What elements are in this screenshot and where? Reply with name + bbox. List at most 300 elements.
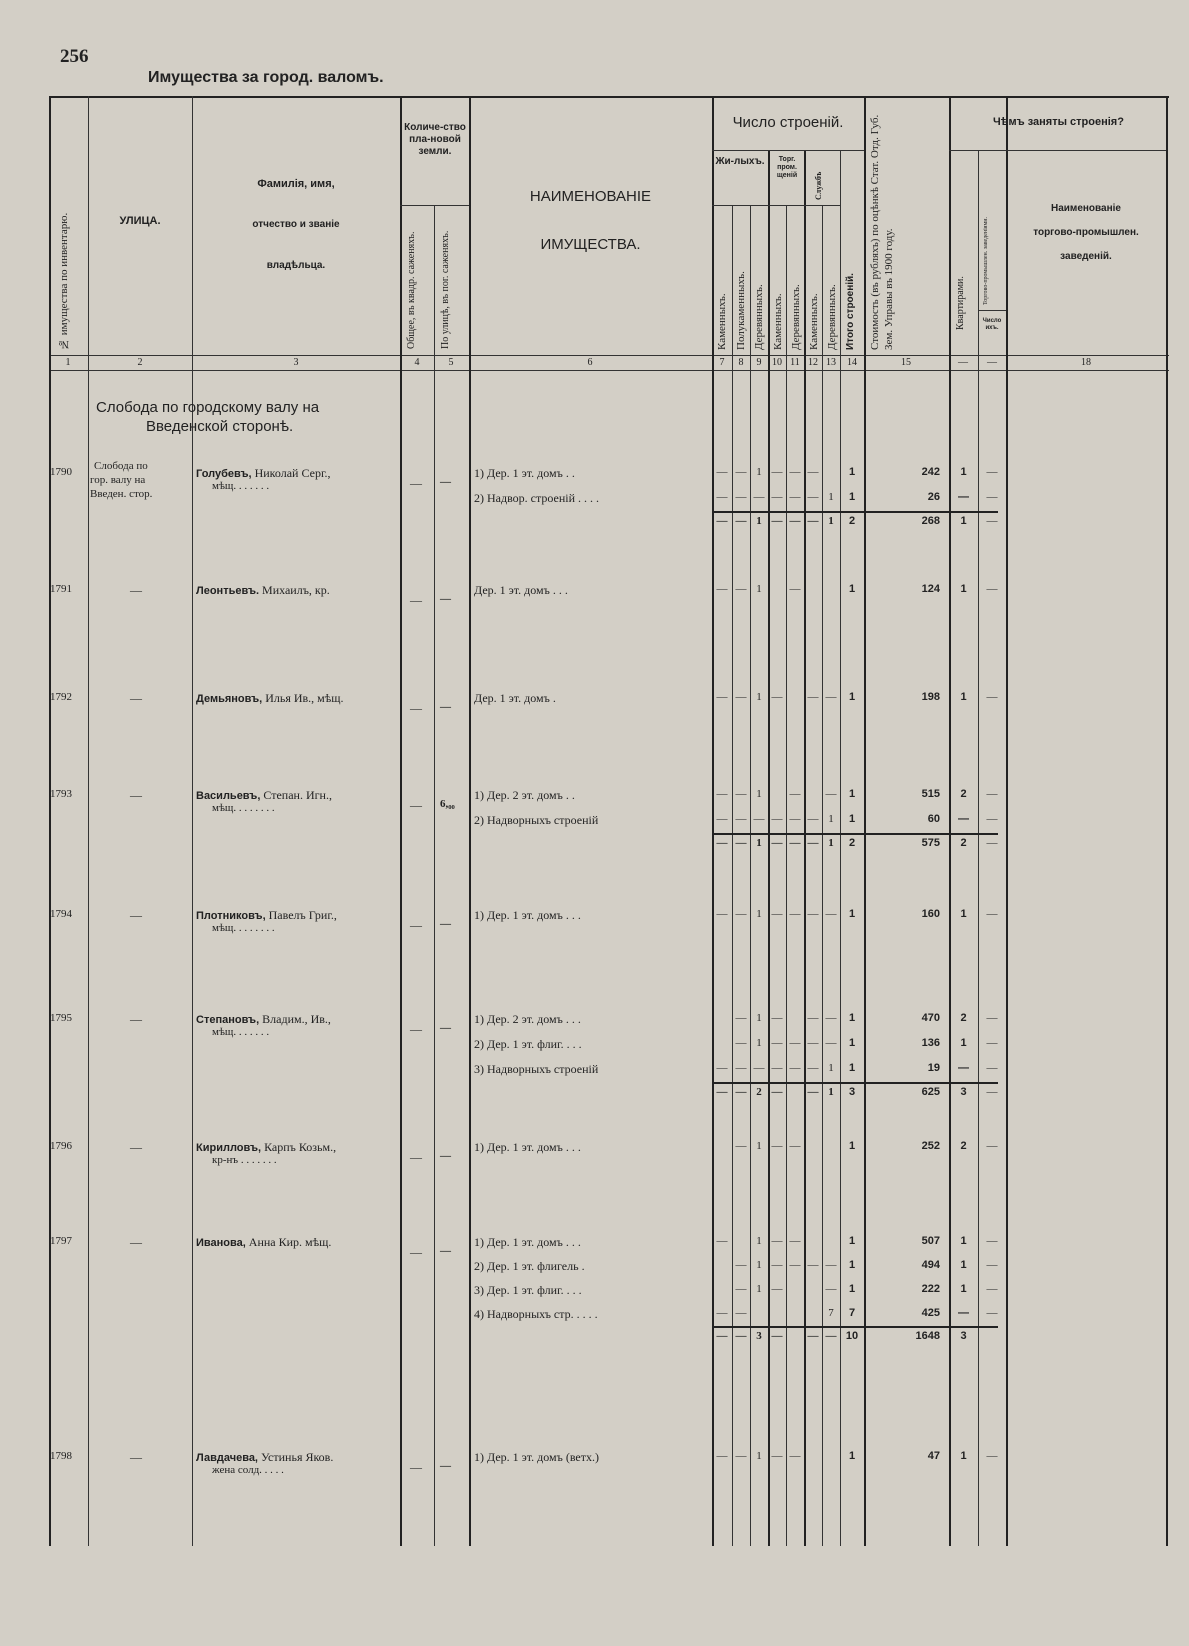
count-cell: — [825,1037,837,1049]
col18-header-c: заведеній. [1060,251,1112,262]
count-cell: 1 [756,1037,762,1049]
trade-subheader: Торг. пром. щеній [776,156,798,179]
land-total-cell: — [410,593,422,607]
value-cell: 575 [921,837,940,849]
owner-given: Михаилъ, кр. [259,583,330,597]
count-cell: 1 [756,837,762,849]
count-cell: — [771,1037,783,1049]
land-street-cell: — [440,918,451,930]
count-cell: — [771,813,783,825]
inventory-number: 1790 [50,466,72,478]
count-cell: — [735,788,747,800]
total-rule [712,511,998,513]
col3-header-b: отчество и званіе [252,219,340,230]
col10-header: Каменныхъ. [772,293,784,350]
count-cell: — [771,1450,783,1462]
col-line [49,96,51,1546]
count-cell: — [753,491,765,503]
value-cell: 470 [921,1012,940,1024]
land-total-cell: — [410,1150,422,1164]
count-cell: 1 [756,466,762,478]
column-number: 2 [137,357,143,368]
trade-count-cell: — [986,1140,998,1152]
count-cell: — [735,1037,747,1049]
total-buildings-cell: 3 [848,1086,856,1098]
column-number: 8 [738,357,744,368]
land-street-cell: — [440,1245,451,1257]
buildings-group-header: Число строеній. [732,114,844,131]
count-cell: — [735,1140,747,1152]
column-number: 6 [587,357,593,368]
column-number: 7 [719,357,725,368]
count-cell: — [789,583,801,595]
count-cell: — [789,813,801,825]
owner-given: Илья Ив., мѣщ. [262,691,344,705]
col-line [192,96,193,1546]
owner-surname: Леонтьевъ. [196,585,260,597]
total-rule [712,833,998,835]
count-cell: — [789,1259,801,1271]
count-cell: — [735,1012,747,1024]
owner-name [196,691,344,706]
column-number: 3 [293,357,299,368]
property-name: 3) Надворныхъ строеній [474,1062,599,1076]
col6-header-b: ИМУЩЕСТВА. [540,236,641,253]
value-cell: 222 [921,1283,940,1295]
col-line [732,205,733,1546]
owner-surname: Голубевъ, [196,468,252,480]
value-cell: 252 [921,1140,940,1152]
col-line [88,96,89,1546]
property-name: 1) Дер. 2 эт. домъ . . . [474,1012,581,1026]
table-top-border [49,96,1169,98]
count-cell: — [735,1450,747,1462]
count-cell: — [716,908,728,920]
col7-header: Каменныхъ. [716,293,728,350]
count-cell: — [807,908,819,920]
count-cell: — [716,1450,728,1462]
value-cell: 1648 [915,1330,940,1342]
land-street-cell: — [440,476,451,488]
count-cell: 1 [756,1140,762,1152]
land-total-cell: — [410,1460,422,1474]
apartments-cell: — [958,491,969,503]
count-cell: 1 [828,813,834,825]
count-cell: — [716,583,728,595]
trade-count-cell: — [986,583,998,595]
count-cell: — [735,1283,747,1295]
column-number: 15 [901,357,911,368]
apartments-cell: 1 [960,583,967,595]
property-name: 1) Дер. 1 эт. домъ (ветх.) [474,1450,599,1464]
count-cell: — [716,813,728,825]
property-name: 4) Надворныхъ стр. . . . . [474,1307,598,1321]
count-cell: — [771,1012,783,1024]
count-cell: — [789,1062,801,1074]
count-cell: — [771,1259,783,1271]
land-total-cell: — [410,1245,422,1259]
total-buildings-cell: 1 [848,908,856,920]
header-rule [712,205,840,206]
value-cell: 26 [927,491,940,503]
street-ditto: — [130,1012,142,1026]
column-number: 13 [826,357,836,368]
count-cell: 2 [756,1086,762,1098]
count-cell: — [771,908,783,920]
header-rule [400,205,469,206]
trade-count-cell: — [986,837,998,849]
col17-header: Торгово-промышлен. заведеніями. [983,216,989,305]
count-cell: — [735,1307,747,1319]
col15-header: Стоимость (въ рубляхъ) по оцѣнкѣ Стат. Отд. Губ. Зем. Управы въ 1900 году. [869,114,895,350]
street-line-1: Слобода по [94,460,148,472]
owner-name [196,908,337,923]
total-buildings-cell: 1 [848,813,856,825]
property-name: Дер. 1 эт. домъ . [474,691,556,705]
count-cell: — [807,1330,819,1342]
property-name: 2) Надворныхъ строеній [474,813,599,827]
count-cell: — [789,1140,801,1152]
col16-header: Квартирами. [955,276,966,330]
land-total-cell: — [410,1022,422,1036]
apartments-cell: 1 [960,691,967,703]
count-cell: 1 [756,788,762,800]
owner-surname: Лавдачева, [196,1452,258,1464]
owner-rank: мѣщ. . . . . . . [212,1026,270,1038]
header-rule [712,150,864,151]
count-cell: — [789,1450,801,1462]
column-number: 4 [414,357,420,368]
col3-header-a: Фамилія, имя, [257,178,335,190]
value-cell: 60 [927,813,940,825]
count-cell: — [771,837,783,849]
use-group-header: Чѣмъ заняты строенія? [993,116,1124,128]
land-street-cell: — [440,1022,451,1034]
apartments-cell: 2 [960,788,967,800]
column-number: 10 [772,357,782,368]
owner-given: Павелъ Григ., [265,908,337,922]
owner-surname: Плотниковъ, [196,910,266,922]
land-street-cell: — [440,593,451,605]
property-name: 1) Дер. 2 эт. домъ . . [474,788,575,802]
col3-header-c: владѣльца. [266,260,326,271]
total-buildings-cell: 10 [845,1330,859,1342]
owner-rank: мѣщ. . . . . . . [212,480,270,492]
count-cell: 1 [756,583,762,595]
total-buildings-cell: 1 [848,1012,856,1024]
trade-count-cell: — [986,466,998,478]
trade-count-cell: — [986,1037,998,1049]
trade-count-cell: — [986,1012,998,1024]
count-cell: 1 [756,1259,762,1271]
count-cell: — [716,1330,728,1342]
col2-header: УЛИЦА. [119,215,161,227]
trade-count-cell: — [986,1259,998,1271]
owner-surname: Кирилловъ, [196,1142,262,1154]
header-rule [949,150,1166,151]
col-line [400,96,402,1546]
col18-header-a: Наименованіе [1051,203,1121,214]
value-cell: 124 [921,583,940,595]
total-buildings-cell: 1 [848,1235,856,1247]
apartments-cell: 1 [960,466,967,478]
count-cell: — [771,1235,783,1247]
inventory-number: 1797 [50,1235,72,1247]
count-cell: — [735,908,747,920]
count-cell: — [716,491,728,503]
count-cell: — [789,515,801,527]
value-cell: 515 [921,788,940,800]
count-cell: — [807,691,819,703]
apartments-cell: 3 [960,1086,967,1098]
property-name: 1) Дер. 1 эт. домъ . . [474,466,575,480]
street-ditto: — [130,691,142,705]
inventory-number: 1795 [50,1012,72,1024]
count-cell: 1 [756,908,762,920]
owner-name [196,583,330,598]
value-cell: 47 [927,1450,940,1462]
apartments-cell: 1 [960,1235,967,1247]
value-cell: 19 [927,1062,940,1074]
value-cell: 242 [921,466,940,478]
value-cell: 625 [921,1086,940,1098]
col-line [1166,96,1168,1546]
trade-count-cell: — [986,1450,998,1462]
total-buildings-cell: 1 [848,691,856,703]
col1-header: № имущества по инвентарю. [58,212,70,350]
owner-surname: Иванова, [196,1237,246,1249]
column-number: 11 [790,357,800,368]
count-cell: — [789,1037,801,1049]
total-buildings-cell: 1 [848,1259,856,1271]
property-name: 1) Дер. 1 эт. домъ . . . [474,1235,581,1249]
count-cell: — [771,466,783,478]
col-line [786,205,787,1546]
value-cell: 268 [921,515,940,527]
trade-count-cell: — [986,788,998,800]
count-cell: — [825,1330,837,1342]
col-line [1006,96,1008,1546]
street-ditto: — [130,908,142,922]
street-ditto: — [130,1235,142,1249]
owner-surname: Демьяновъ, [196,693,263,705]
section-title-2: Введенской сторонѣ. [146,418,294,435]
trade-count-cell: — [986,908,998,920]
col13-header: Деревянныхъ. [826,284,838,350]
count-cell: — [789,788,801,800]
apartments-cell: 1 [960,1259,967,1271]
count-cell: — [735,1062,747,1074]
total-buildings-cell: 1 [848,466,856,478]
trade-count-cell: — [986,491,998,503]
col45-group-header: Количе-ство пла-новой земли. [404,122,466,157]
trade-count-cell: — [986,1062,998,1074]
col-line [750,205,751,1546]
count-cell: — [771,691,783,703]
col4-header: Общее, въ квадр. саженяхъ. [406,231,417,349]
count-cell: — [825,1012,837,1024]
apartments-cell: — [958,1307,969,1319]
count-cell: — [735,491,747,503]
col-line [469,96,471,1546]
owner-rank: мѣщ. . . . . . . . [212,802,275,814]
col8-header: Полукаменныхъ. [735,271,747,350]
apartments-cell: 1 [960,1450,967,1462]
count-cell: — [825,691,837,703]
land-total-cell: — [410,476,422,490]
count-cell: — [807,515,819,527]
street-ditto: — [130,1140,142,1154]
trade-count-cell: — [986,1086,998,1098]
property-name: 1) Дер. 1 эт. домъ . . . [474,908,581,922]
count-cell: — [771,1140,783,1152]
count-cell: — [807,1259,819,1271]
count-cell: 1 [828,1086,834,1098]
count-cell: — [716,1307,728,1319]
col18-header-b: торгово-промышлен. [1033,227,1139,238]
count-cell: 3 [756,1330,762,1342]
land-street-cell: — [440,701,451,713]
living-subheader: Жи-лыхъ. [715,156,765,167]
total-rule [712,1326,998,1328]
count-cell: — [807,1012,819,1024]
apartments-cell: 1 [960,1283,967,1295]
count-cell: — [771,1086,783,1098]
count-cell: — [789,837,801,849]
total-rule [712,1082,998,1084]
land-street-cell: — [440,1460,451,1472]
owner-rank: жена солд. . . . . [212,1464,284,1476]
col-line [822,205,823,1546]
count-cell: — [825,1283,837,1295]
count-cell: — [789,1235,801,1247]
column-number: 12 [808,357,818,368]
owner-given: Владим., Ив., [259,1012,331,1026]
owner-rank: кр-нъ . . . . . . . [212,1154,277,1166]
count-cell: — [789,908,801,920]
apartments-cell: — [958,1062,969,1074]
total-buildings-cell: 1 [848,1140,856,1152]
inventory-number: 1798 [50,1450,72,1462]
total-buildings-cell: 2 [848,837,856,849]
count-cell: — [825,1259,837,1271]
count-cell: — [807,1086,819,1098]
service-subheader: Службъ [814,171,823,200]
owner-rank: мѣщ. . . . . . . . [212,922,275,934]
count-cell: — [716,1086,728,1098]
count-cell: — [771,1330,783,1342]
count-cell: — [807,491,819,503]
owner-name [196,1450,333,1465]
property-name: 1) Дер. 1 эт. домъ . . . [474,1140,581,1154]
value-cell: 507 [921,1235,940,1247]
street-line-2: гор. валу на [90,474,146,486]
trade-count-cell: — [986,515,998,527]
owner-name [196,466,331,481]
street-line-3: Введен. стор. [90,488,153,500]
total-buildings-cell: 1 [848,491,856,503]
apartments-cell: 2 [960,1012,967,1024]
header-bottom-rule [49,355,1169,356]
total-buildings-cell: 1 [848,1062,856,1074]
count-cell: 1 [828,491,834,503]
count-cell: — [735,813,747,825]
header-rule [978,310,1006,311]
colnum-bottom-rule [49,370,1169,371]
land-street-cell: — [440,1150,451,1162]
count-cell: — [716,1062,728,1074]
owner-given: Карпъ Козьм., [261,1140,337,1154]
property-name: 2) Дер. 1 эт. флиг. . . . [474,1037,582,1051]
value-cell: 136 [921,1037,940,1049]
value-cell: 425 [921,1307,940,1319]
owner-name [196,1140,336,1155]
count-cell: 1 [756,515,762,527]
column-number: 5 [448,357,454,368]
column-number: — [987,357,997,368]
col6-header-a: НАИМЕНОВАНІЕ [529,188,652,205]
value-cell: 198 [921,691,940,703]
count-cell: 1 [756,1012,762,1024]
count-cell: — [771,491,783,503]
count-cell: — [735,691,747,703]
count-cell: — [789,466,801,478]
count-cell: — [716,691,728,703]
total-buildings-cell: 1 [848,1450,856,1462]
inventory-number: 1792 [50,691,72,703]
apartments-cell: 1 [960,515,967,527]
column-number: 1 [65,357,71,368]
column-number: — [958,357,968,368]
count-cell: 1 [756,1283,762,1295]
section-title-1: Слобода по городскому валу на [96,399,320,416]
total-buildings-cell: 1 [848,583,856,595]
count-cell: — [716,466,728,478]
column-number: 18 [1081,357,1091,368]
col17-subheader: Число ихъ. [982,318,1002,331]
inventory-number: 1794 [50,908,72,920]
count-cell: — [716,1235,728,1247]
count-cell: — [735,1330,747,1342]
count-cell: — [771,1062,783,1074]
col5-header: По улицѣ, въ пог. саженяхъ. [440,230,451,349]
count-cell: — [807,837,819,849]
value-cell: 494 [921,1259,940,1271]
count-cell: — [716,788,728,800]
col14-header: Итого строеній. [845,273,856,350]
count-cell: — [753,1062,765,1074]
total-buildings-cell: 1 [848,788,856,800]
count-cell: — [807,466,819,478]
apartments-cell: 1 [960,1037,967,1049]
col-line [434,205,435,1546]
count-cell: — [825,788,837,800]
col12-header: Каменныхъ. [808,293,820,350]
count-cell: — [771,515,783,527]
count-cell: — [735,583,747,595]
count-cell: 7 [828,1307,834,1319]
count-cell: — [789,491,801,503]
inventory-number: 1796 [50,1140,72,1152]
inventory-number: 1791 [50,583,72,595]
count-cell: — [716,515,728,527]
total-buildings-cell: 2 [848,515,856,527]
property-name: 3) Дер. 1 эт. флиг. . . . [474,1283,582,1297]
count-cell: — [807,1062,819,1074]
land-street-cell: 6,₀₀ [440,798,455,810]
owner-given: Степан. Игн., [260,788,332,802]
column-number: 14 [847,357,857,368]
